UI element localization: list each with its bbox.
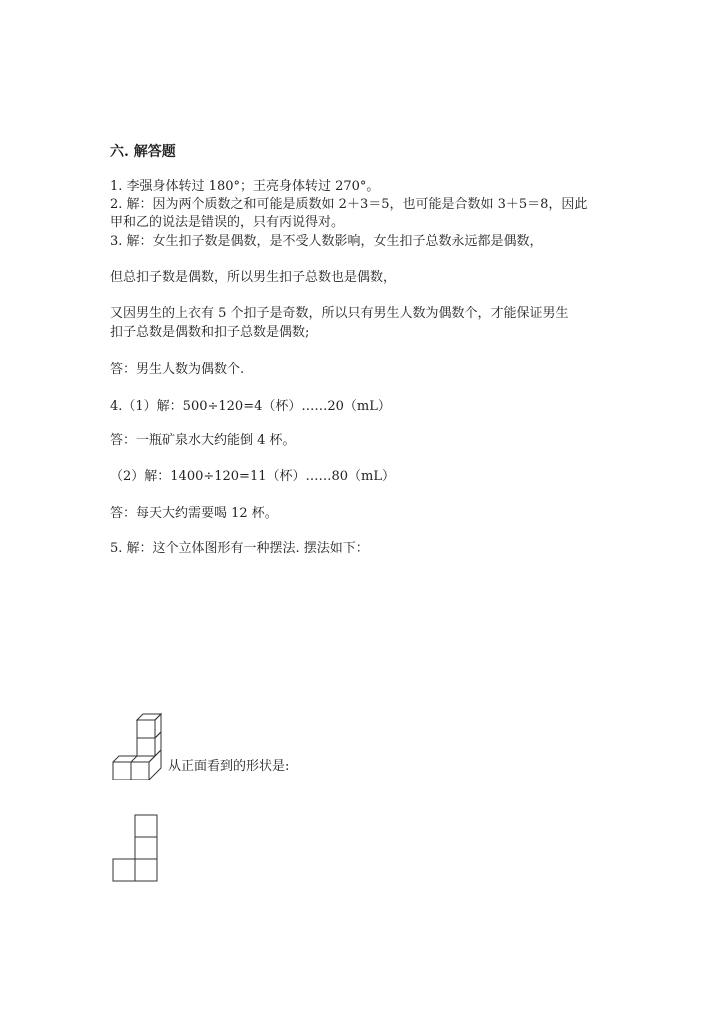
answer-line: 2. 解：因为两个质数之和可能是质数如 2＋3＝5，也可能是合数如 3＋5＝8，因此 (110, 197, 588, 212)
section-title: 六. 解答题 (110, 144, 176, 160)
answer-line: 但总扣子数是偶数，所以男生扣子总数也是偶数， (110, 270, 397, 285)
front-view-figure (112, 814, 158, 882)
answer-line: 又因男生的上衣有 5 个扣子是奇数，所以只有男生人数为偶数个，才能保证男生 (110, 306, 569, 321)
answer-line: 5. 解：这个立体图形有一种摆法. 摆法如下： (110, 541, 369, 556)
answer-line: （2）解：1400÷120=11（杯）……80（mL） (110, 469, 395, 484)
answer-line: 4.（1）解：500÷120=4（杯）……20（mL） (110, 399, 391, 414)
answer-line: 扣子总数是偶数和扣子总数是偶数; (110, 325, 310, 340)
answer-line: 答：男生人数为偶数个. (110, 362, 245, 377)
answer-line: 答：一瓶矿泉水大约能倒 4 杯。 (110, 433, 296, 448)
answer-line: 甲和乙的说法是错误的，只有丙说得对。 (110, 215, 345, 230)
figure-caption: 从正面看到的形状是: (168, 759, 290, 774)
answer-line: 答：每天大约需要喝 12 杯。 (110, 506, 278, 521)
cube-stack-figure (110, 708, 170, 780)
answer-line: 3. 解：女生扣子数是偶数，是不受人数影响，女生扣子总数永远都是偶数， (110, 234, 543, 249)
answer-line: 1. 李强身体转过 180°；王亮身体转过 270°。 (110, 179, 380, 194)
